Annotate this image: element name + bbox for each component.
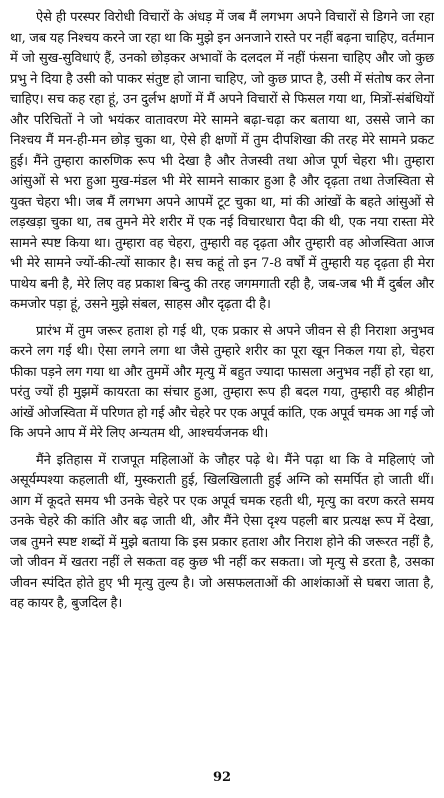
page-number: 92	[212, 770, 232, 785]
paragraph-2: प्रारंभ में तुम जरूर हताश हो गई थी, एक प्रकार से अपने जीवन से ही निराशा अनुभव करने लग गई थी। ऐसा लगने लगा था जैसे तुम्हारे शरीर का पूरा खून निकल गया हो, चेहरा फीका पड़ने लग गया था और तुममें और मृत्यु में बहुत ज्यादा फासला अनुभव नहीं हो रहा था, परंतु ज्यों ही मुझमें कायरता का संचार हुआ, तुम्हारा रूप ही बदल गया, तुम्हारी वह श्रीहीन आंखें ओजस्विता में परिणत हो गई और चेहरे पर एक अपूर्व कांति, एक अपूर्व चमक आ गई जो कि अपने आप में मेरे लिए अन्यतम थी, आश्चर्यजनक थी।	[10, 323, 434, 441]
paragraph-3: मैंने इतिहास में राजपूत महिलाओं के जौहर पढ़े थे। मैंने पढ़ा था कि वे महिलाएं जो असूर्यम्पश्या कहलाती थीं, मुस्कराती हुई, खिलखिलाती हुई अग्नि को समर्पित हो जाती थीं। आग में कूदते समय भी उनके चेहरे पर एक अपूर्व चमक रहती थी, मृत्यु का वरण करते समय उनके चेहरे की कांति और बढ़ जाती थी, और मैंने ऐसा दृश्य पहली बार प्रत्यक्ष रूप में देखा, जब तुमने स्पष्ट शब्दों में मुझे बताया कि इस प्रकार हताश और निराश होने की जरूरत नहीं है, जो जीवन में खतरा नहीं ले सकता वह कुछ भी नहीं कर सकता। जो मृत्यु से डरता है, उसका जीवन स्पंदित होते हुए भी मृत्यु तुल्य है। जो असफलताओं की आशंकाओं से घबरा जाता है, वह कायर है, बुजदिल है।	[10, 452, 434, 611]
paragraph-1: ऐसे ही परस्पर विरोधी विचारों के अंधड़ में जब मैं लगभग अपने विचारों से डिगने जा रहा था, जब यह निश्चय करने जा रहा था कि मुझे इन अनजाने रास्ते पर नहीं बढ़ना चाहिए, वर्तमान में जो सुख-सुविधाएं हैं, उनको छोड़कर अभावों के दलदल में नहीं फंसना चाहिए और जो कुछ प्रभु ने दिया है उसी को पाकर संतुष्ट हो जाना चाहिए, जो कुछ प्राप्त है, उसी में संतोष कर लेना चाहिए। सच कह रहा हूं, उन दुर्लभ क्षणों में मैं अपने विचारों से फिसल गया था, मित्रों-संबंधियों और परिचितों ने जो भयंकर वातावरण मेरे सामने बढ़ा-चढ़ा कर बताया था, उससे जाने का निश्चय मैं मन-ही-मन छोड़ चुका था, ऐसे ही क्षणों में तुम दीपशिखा की तरह मेरे सामने प्रकट हुई। मैंने तुम्हारा कारुणिक रूप भी देखा है और तेजस्वी तथा ओज पूर्ण चेहरा भी। तुम्हारा आंसुओं से भरा हुआ मुख-मंडल भी मेरे सामने साकार हुआ है और दृढ़ता तथा तेजस्विता से युक्त चेहरा भी। जब मैं लगभग अपने आपमें टूट चुका था, मां की आंखों के बहते आंसुओं से लड़खड़ा चुका था, तब तुमने मेरे शरीर में एक नई विचारधारा पैदा की थी, एक नया रास्ता मेरे सामने स्पष्ट किया था। तुम्हारा वह चेहरा, तुम्हारी वह दृढ़ता और तुम्हारी वह ओजस्विता आज भी मेरे सामने ज्यों-की-त्यों साकार है। सच कहूं तो इन 7-8 वर्षों में तुम्हारी यह दृढ़ता ही मेरा पाथेय बनी है, मेरे लिए वह प्रकाश बिन्दु की तरह जगमगाती रही है, जब-जब भी मैं दुर्बल और कमजोर पड़ा हूं, उसने मुझे संबल, साहस और दृढ़ता दी है।	[10, 10, 434, 312]
book-page	[10, 8, 434, 790]
